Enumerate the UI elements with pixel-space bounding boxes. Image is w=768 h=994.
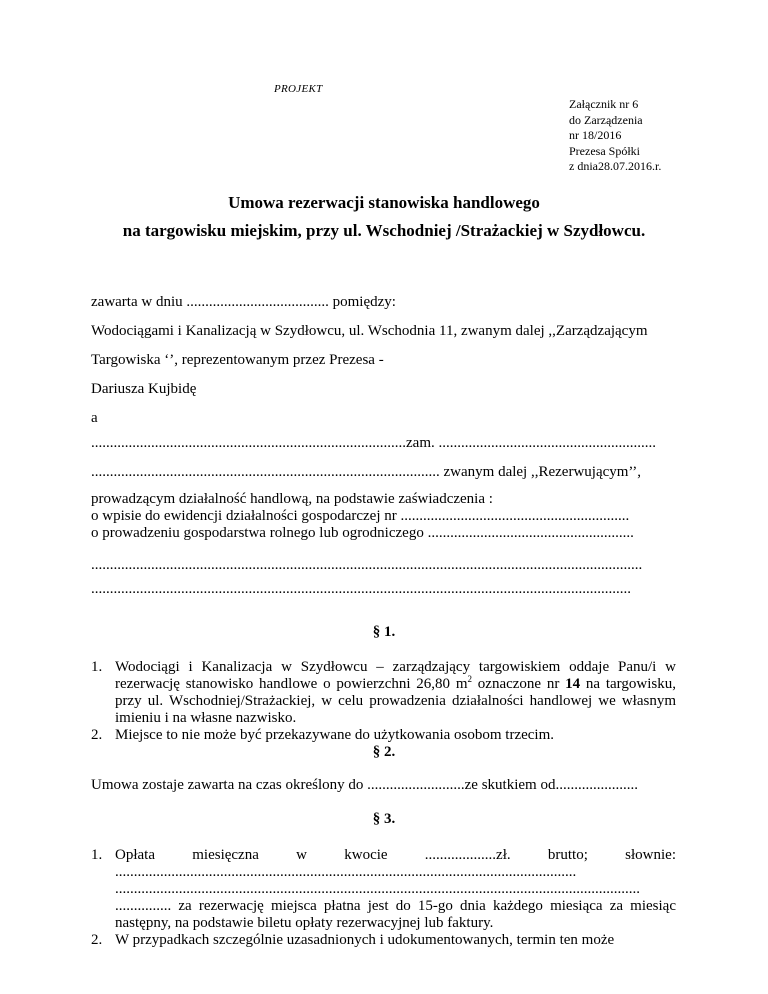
term-line: Umowa zostaje zawarta na czas określony do ..........................ze skutkiem od...................... bbox=[91, 777, 638, 793]
party1-representative: Dariusza Kujbidę bbox=[91, 381, 197, 397]
annex-block bbox=[569, 97, 661, 175]
projekt-label: PROJEKT bbox=[274, 83, 323, 95]
list-item bbox=[91, 932, 676, 949]
annex-line: do Zarządzenia bbox=[569, 112, 643, 127]
dotted-line: ................................................................................................................................................ bbox=[91, 581, 631, 597]
item-text: Opłata miesięczna w kwocie ...................zł. brutto; słownie: ........................................................................................................................... ............................................................................................................................................ ............... za rezerwację miejsca płatna jest do 15-go dnia każdego miesiąca za miesiąc następny, na podstawie biletu opłaty rezerwacyjnej lub faktury. bbox=[115, 847, 676, 931]
list-item bbox=[91, 847, 676, 932]
date-line: zawarta w dniu ...................................... pomiędzy: bbox=[91, 294, 396, 310]
section1-list bbox=[91, 659, 676, 744]
annex-line: nr 18/2016 bbox=[569, 128, 622, 142]
dotted-line: ................................................................................................................................................... bbox=[91, 557, 643, 573]
item-text: Wodociągi i Kanalizacja w Szydłowcu – zarządzający targowiskiem oddaje Panu/i w rezerwację stanowisko handlowe o powierzchni 26,80 m bbox=[115, 659, 676, 692]
activity-line: prowadzącym działalność handlową, na podstawie zaświadczenia : bbox=[91, 491, 493, 507]
item-text: oznaczone nr bbox=[472, 676, 566, 692]
annex-line: Prezesa Spółki bbox=[569, 143, 640, 158]
party2-line: ............................................................................................. zwanym dalej ,,Rezerwującym’’, bbox=[91, 464, 642, 480]
conjunction: a bbox=[91, 410, 98, 426]
list-item bbox=[91, 727, 676, 744]
list-number: 1. bbox=[91, 847, 103, 863]
annex-line: z dnia28.07.2016.r. bbox=[569, 159, 662, 173]
activity-line: o prowadzeniu gospodarstwa rolnego lub ogrodniczego ....................................................... bbox=[91, 525, 634, 541]
list-number: 2. bbox=[91, 932, 103, 948]
item-text: na targowisku, przy ul. Wschodniej/Strażackiej, w celu prowadzenia działalności handlowej we własnym imieniu i na własne nazwisko. bbox=[115, 676, 676, 726]
document-subtitle: na targowisku miejskim, przy ul. Wschodniej /Strażackiej w Szydłowcu. bbox=[122, 221, 646, 240]
superscript: 2 bbox=[467, 674, 472, 684]
activity-line: o wpisie do ewidencji działalności gospodarczej nr ............................................................. bbox=[91, 508, 630, 524]
section-heading: § 3. bbox=[372, 811, 396, 827]
section-heading: § 2. bbox=[372, 744, 396, 760]
list-number: 1. bbox=[91, 659, 103, 675]
list-number: 2. bbox=[91, 727, 103, 743]
item-text: W przypadkach szczególnie uzasadnionych i udokumentowanych, termin ten może bbox=[115, 932, 615, 948]
party1-line: Wodociągami i Kanalizacją w Szydłowcu, ul. Wschodnia 11, zwanym dalej ,,Zarządzającym bbox=[91, 323, 648, 339]
party2-line: ....................................................................................zam. .......................................................... bbox=[91, 435, 656, 451]
section3-list bbox=[91, 847, 676, 949]
item-text: Miejsce to nie może być przekazywane do użytkowania osobom trzecim. bbox=[115, 727, 555, 743]
annex-line: Załącznik nr 6 bbox=[569, 97, 639, 111]
section-heading: § 1. bbox=[372, 624, 396, 640]
stand-number: 14 bbox=[565, 676, 581, 692]
document-title: Umowa rezerwacji stanowiska handlowego bbox=[228, 193, 540, 212]
list-item bbox=[91, 659, 676, 727]
party1-line: Targowiska ‘’, reprezentowanym przez Prezesa - bbox=[91, 352, 384, 368]
